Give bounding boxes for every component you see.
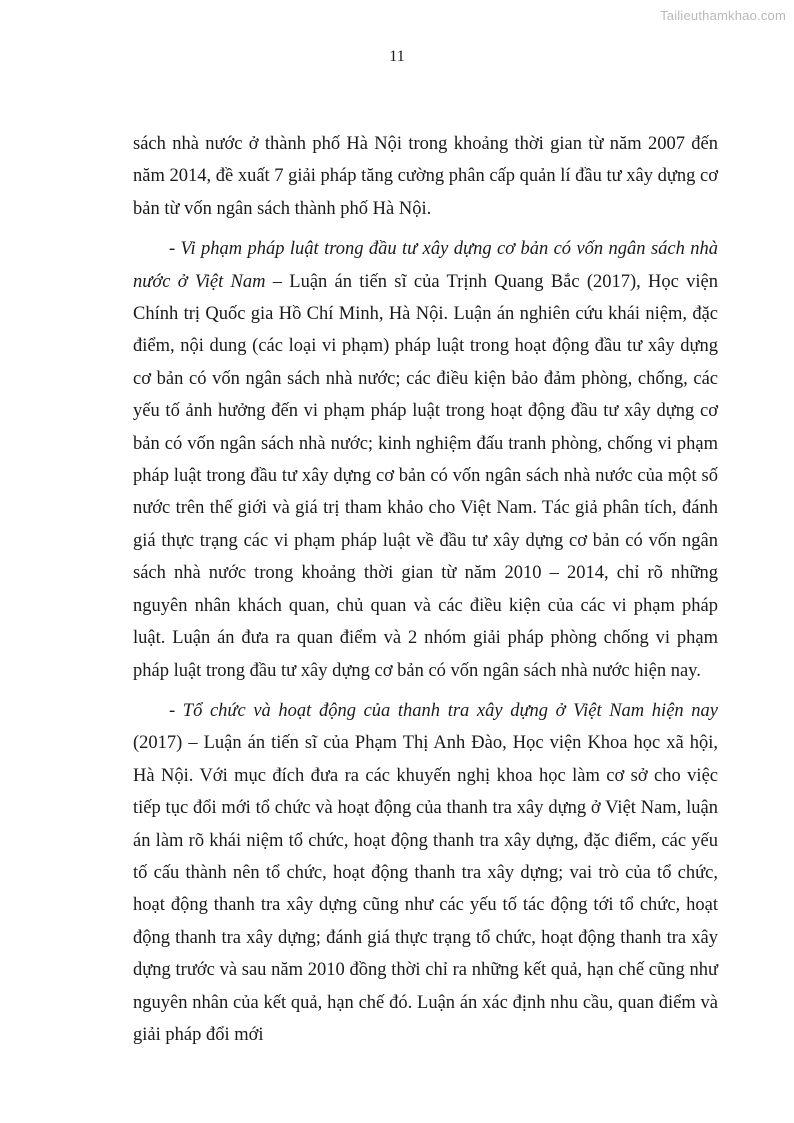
paragraph-2-text: – Luận án tiến sĩ của Trịnh Quang Bắc (2017), Học viện Chính trị Quốc gia Hồ Chí Minh, Hà Nội. Luận án nghiên cứu khái niệm, đặc điểm, nội dung (các loại vi phạm) pháp luật trong hoạt động đầu tư xây dựng cơ bản có vốn ngân sách nhà nước; các điều kiện bảo đảm phòng, chống, các yếu tố ảnh hưởng đến vi phạm pháp luật trong hoạt động đầu tư xây dựng cơ bản có vốn ngân sách nhà nước; kinh nghiệm đấu tranh phòng, chống vi phạm pháp luật trong đầu tư xây dựng cơ bản có vốn ngân sách nhà nước của một số nước trên thế giới và giá trị tham khảo cho Việt Nam. Tác giả phân tích, đánh giá thực trạng các vi phạm pháp luật về đầu tư xây dựng cơ bản có vốn ngân sách nhà nước trong khoảng thời gian từ năm 2010 – 2014, chỉ rõ những nguyên nhân khách quan, chủ quan và các điều kiện của các vi phạm pháp luật. Luận án đưa ra quan điểm và 2 nhóm giải pháp phòng chống vi phạm pháp luật trong đầu tư xây dựng cơ bản có vốn ngân sách nhà nước hiện nay. — [133, 271, 719, 681]
paragraph-2-title: - Vi phạm pháp luật trong đầu tư xây dựng cơ bản có vốn ngân sách nhà nước ở Việt Nam — [133, 239, 718, 292]
document-body — [133, 128, 718, 1059]
paragraph-3 — [133, 695, 718, 1051]
paragraph-2 — [133, 233, 718, 687]
paragraph-1-text: sách nhà nước ở thành phố Hà Nội trong khoảng thời gian từ năm 2007 đến năm 2014, đề xuất 7 giải pháp tăng cường phân cấp quản lí đầu tư xây dựng cơ bản từ vốn ngân sách thành phố Hà Nội. — [133, 134, 718, 219]
paragraph-3-text: (2017) – Luận án tiến sĩ của Phạm Thị Anh Đào, Học viện Khoa học xã hội, Hà Nội. Với mục đích đưa ra các khuyến nghị khoa học làm cơ sở cho việc tiếp tục đổi mới tổ chức và hoạt động của thanh tra xây dựng ở Việt Nam, luận án làm rõ khái niệm tổ chức, hoạt động thanh tra xây dựng, đặc điểm, các yếu tố cấu thành nên tổ chức, hoạt động thanh tra xây dựng; vai trò của tổ chức, hoạt động thanh tra xây dựng cũng như các yếu tố tác động tới tổ chức, hoạt động thanh tra xây dựng; đánh giá thực trạng tổ chức, hoạt động thanh tra xây dựng trước và sau năm 2010 đồng thời chỉ ra những kết quả, hạn chế cũng như nguyên nhân của kết quả, hạn chế đó. Luận án xác định nhu cầu, quan điểm và giải pháp đổi mới — [133, 733, 718, 1045]
page-number: 11 — [389, 48, 405, 65]
watermark-text: Tailieuthamkhao.com — [660, 8, 786, 23]
paragraph-3-title: - Tổ chức và hoạt động của thanh tra xây dựng ở Việt Nam hiện nay — [169, 700, 718, 721]
paragraph-1 — [133, 128, 718, 225]
